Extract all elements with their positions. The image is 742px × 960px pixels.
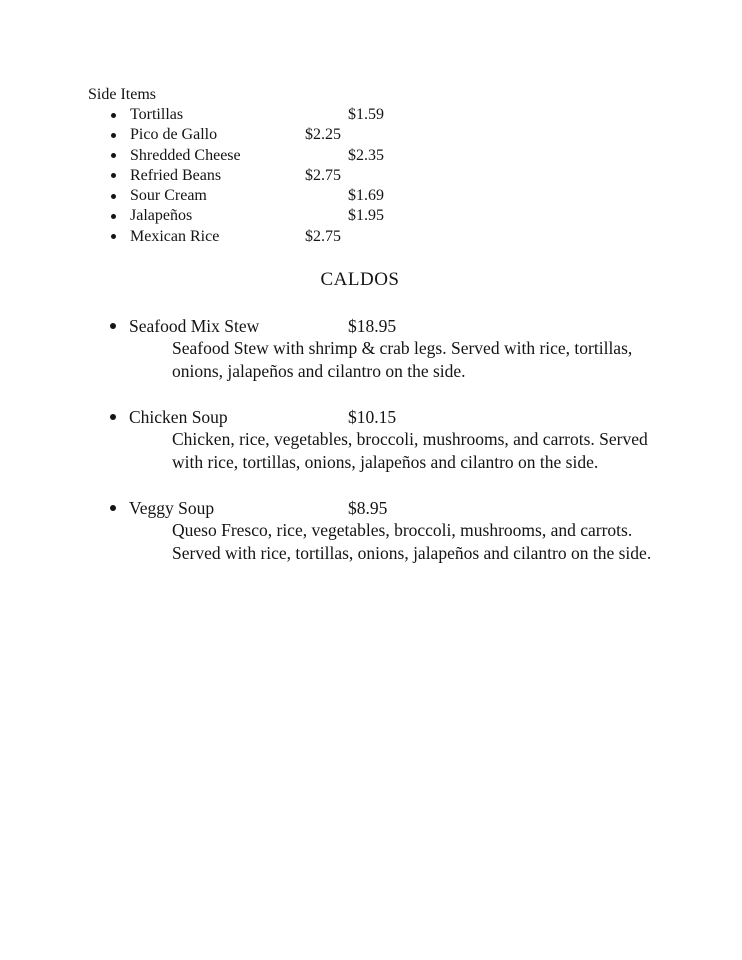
item-description-line: onions, jalapeños and cilantro on the side. — [172, 360, 466, 381]
menu-item — [0, 497, 742, 564]
bullet-icon — [110, 505, 116, 511]
item-price: $2.35 — [348, 146, 384, 164]
bullet-icon — [111, 214, 116, 219]
item-name: Seafood Mix Stew — [129, 316, 260, 336]
list-item — [0, 105, 742, 125]
item-price: $8.95 — [348, 498, 388, 518]
side-items-heading: Side Items — [88, 86, 156, 103]
section-heading-caldos: CALDOS — [320, 269, 400, 290]
item-name: Tortillas — [130, 106, 184, 123]
item-price: $2.75 — [305, 166, 341, 184]
menu-item — [0, 315, 742, 382]
list-item — [0, 166, 742, 186]
item-name: Veggy Soup — [129, 498, 215, 518]
item-name: Refried Beans — [130, 166, 222, 184]
list-item — [0, 146, 742, 166]
menu-item-title-row — [0, 406, 742, 428]
menu-item-title-row — [0, 497, 742, 519]
item-price: $1.95 — [348, 207, 384, 225]
menu-item — [0, 406, 742, 473]
item-description-line: with rice, tortillas, onions, jalapeños and cilantro on the side. — [172, 451, 599, 472]
item-price: $2.25 — [305, 126, 341, 144]
item-price: $1.59 — [348, 106, 384, 123]
item-name: Shredded Cheese — [130, 146, 241, 164]
item-description-line: Chicken, rice, vegetables, broccoli, mushrooms, and carrots. Served — [172, 429, 648, 450]
item-price: $18.95 — [348, 316, 397, 336]
item-description-line: Queso Fresco, rice, vegetables, broccoli, mushrooms, and carrots. — [172, 520, 633, 541]
bullet-icon — [110, 414, 116, 420]
bullet-icon — [111, 234, 116, 239]
item-name: Sour Cream — [130, 187, 207, 205]
item-name: Chicken Soup — [129, 407, 228, 427]
list-item — [0, 186, 742, 206]
side-items-list — [0, 105, 742, 247]
item-description-line: Seafood Stew with shrimp & crab legs. Served with rice, tortillas, — [172, 338, 633, 359]
item-price: $10.15 — [348, 407, 397, 427]
item-name: Mexican Rice — [130, 227, 220, 245]
bullet-icon — [111, 194, 116, 199]
list-item — [0, 227, 742, 247]
bullet-icon — [111, 113, 116, 118]
item-price: $2.75 — [305, 227, 341, 245]
bullet-icon — [111, 173, 116, 178]
item-price: $1.69 — [348, 187, 384, 205]
item-name: Jalapeños — [130, 207, 193, 225]
bullet-icon — [111, 153, 116, 158]
bullet-icon — [110, 323, 116, 329]
menu-item-title-row — [0, 315, 742, 337]
item-description-line: Served with rice, tortillas, onions, jalapeños and cilantro on the side. — [172, 542, 652, 563]
list-item — [0, 206, 742, 226]
list-item — [0, 125, 742, 145]
bullet-icon — [111, 133, 116, 138]
item-name: Pico de Gallo — [130, 126, 218, 144]
